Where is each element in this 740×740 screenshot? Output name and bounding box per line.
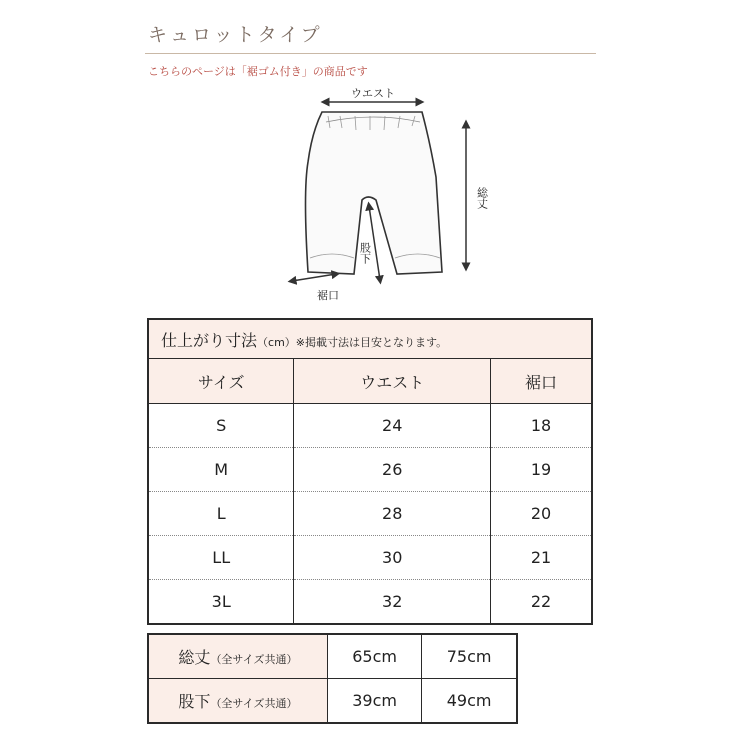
value-cell: 39cm [328,679,422,724]
hem-arrow [292,274,336,281]
row-label: 股下 [178,692,211,711]
inseam-label: 股下 [358,242,372,264]
size-cell: M [148,448,294,492]
inseam-row-label [148,679,328,724]
value-cell: 49cm [446,691,492,710]
value-cell: 65cm [328,634,422,679]
table-row [148,536,592,580]
culotte-outline [306,112,443,274]
total-length-label: 総丈 [475,187,489,209]
hem-cell: 22 [530,592,552,611]
hem-cell: 21 [491,536,592,580]
table-row [148,679,517,724]
row-sublabel: （全サイズ共通） [210,697,298,710]
waist-cell: 28 [294,492,491,536]
caption-title: 仕上がり寸法 [161,330,258,350]
size-cell: LL [148,536,294,580]
size-table [147,318,593,625]
hem-cell: 20 [491,492,592,536]
size-cell: L [148,492,294,536]
table-row [148,634,517,679]
waist-cell: 32 [294,580,491,625]
title-divider [145,53,596,54]
total-length-row-label [148,634,328,679]
table-row [148,492,592,536]
waist-cell: 30 [294,536,491,580]
table-row [148,448,592,492]
size-table-caption [148,319,592,359]
hem-label: 裾口 [317,289,339,302]
caption-note: ※掲載寸法は目安となります。 [295,335,448,349]
common-size-table [147,633,518,724]
page-title: キュロットタイプ [148,24,323,46]
table-row [148,404,592,448]
value-cell: 75cm [422,634,517,679]
waist-cell: 24 [294,404,491,448]
header-hem: 裾口 [491,359,592,404]
table-row [148,580,592,625]
row-sublabel: （全サイズ共通） [210,653,298,666]
size-cell: 3L [148,580,294,625]
row-label: 総丈 [178,648,211,667]
hem-cell: 19 [491,448,592,492]
waist-label: ウエスト [351,87,395,100]
caption-unit: （cm） [257,335,296,349]
waist-cell: 26 [294,448,491,492]
header-waist: ウエスト [294,359,491,404]
size-cell: S [148,404,294,448]
hem-cell: 18 [491,404,592,448]
culotte-diagram [270,82,500,307]
product-note: こちらのページは「裾ゴム付き」の商品です [148,65,368,78]
header-size: サイズ [148,359,294,404]
